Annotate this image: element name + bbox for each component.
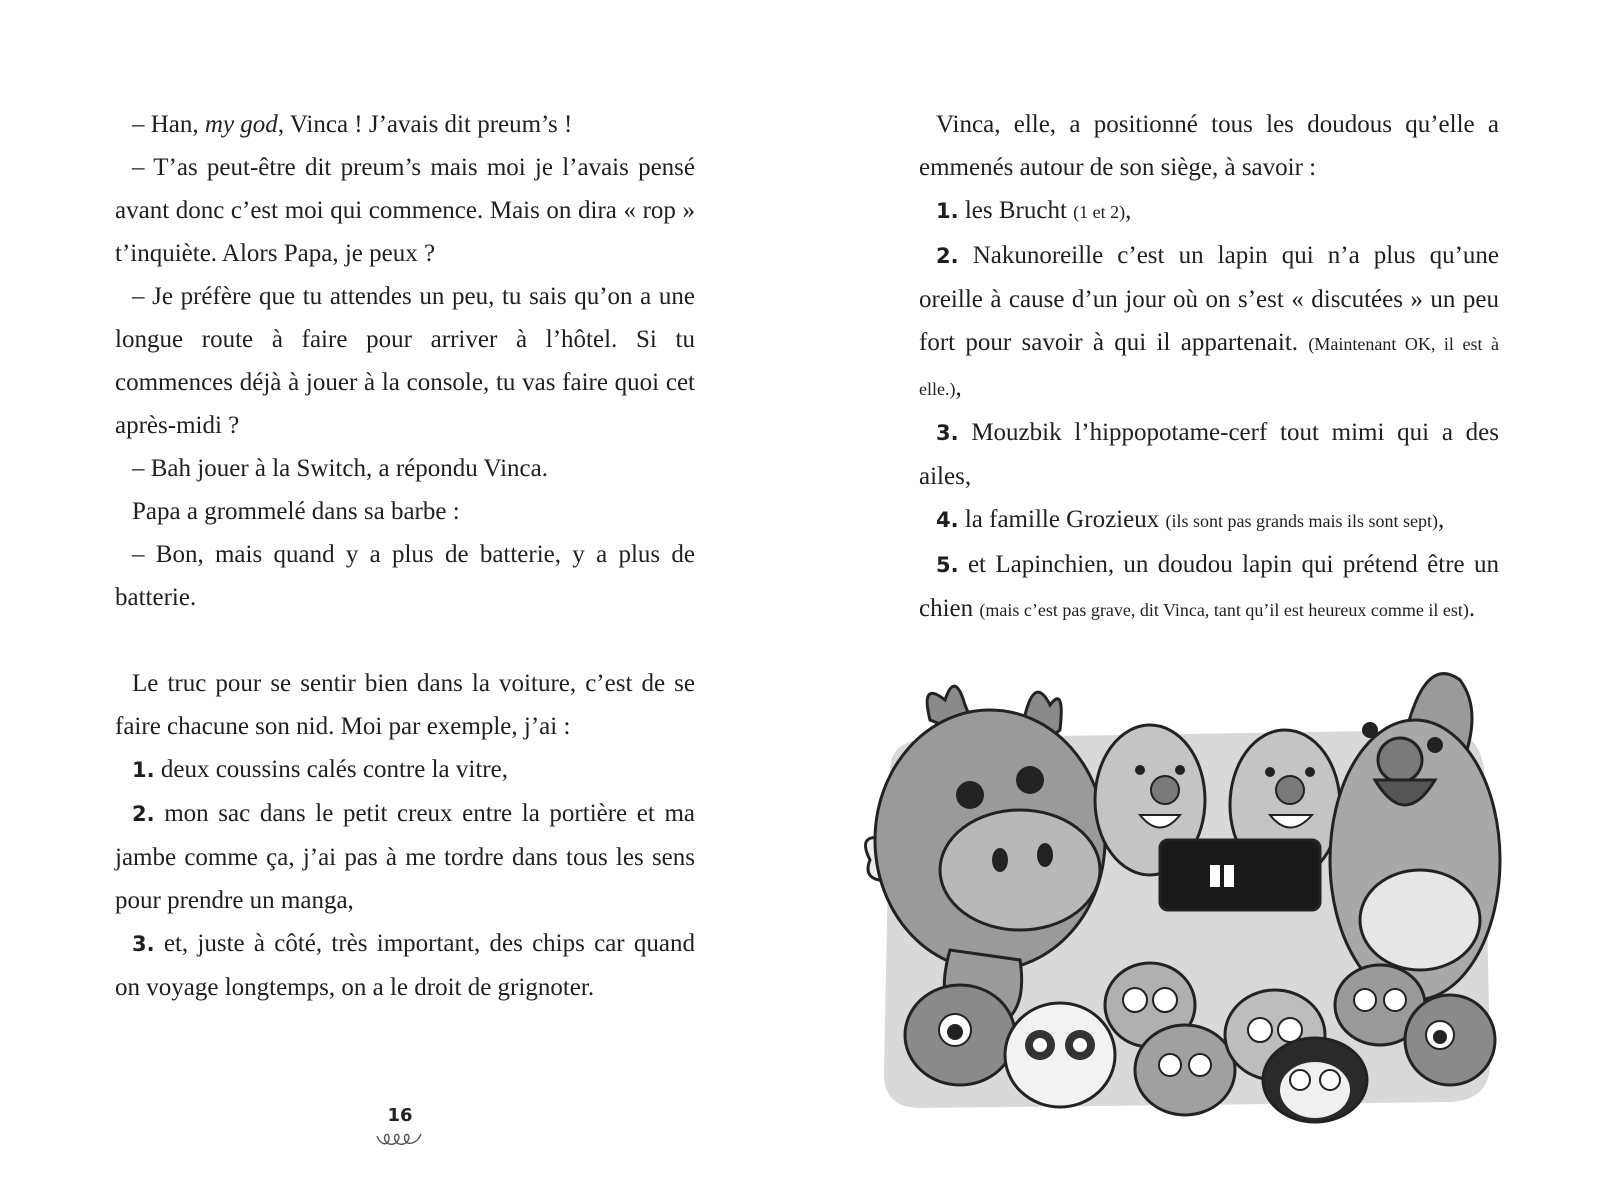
aside-note: (ils sont pas grands mais ils sont sept) bbox=[1165, 511, 1438, 531]
dialogue-line: – Je préfère que tu attendes un peu, tu sais qu’on a une longue route à faire pour arriver à l’hôtel. Si tu commences déjà à jouer à la console, tu vas faire quoi cet après-midi ? bbox=[115, 283, 695, 439]
cat-plush bbox=[1135, 1025, 1235, 1115]
right-page bbox=[800, 0, 1600, 1200]
paragraph: Le truc pour se sentir bien dans la voiture, c’est de se faire chacune son nid. Moi par exemple, j’ai : bbox=[115, 670, 695, 740]
panda-plush bbox=[1005, 1003, 1115, 1107]
list-item: 5. et Lapinchien, un doudou lapin qui prétend être un chien (mais c’est pas grave, dit Vinca, tant qu’il est heureux comme il est). bbox=[919, 551, 1499, 622]
paragraph: Vinca, elle, a positionné tous les doudous qu’elle a emmenés autour de son siège, à savoir : bbox=[919, 111, 1499, 181]
list-item: 3. et, juste à côté, très important, des chips car quand on voyage longtemps, on a le droit de grignoter. bbox=[115, 930, 695, 1001]
left-text-column bbox=[115, 103, 695, 1009]
narration-line: Papa a grommelé dans sa barbe : bbox=[132, 498, 460, 525]
penguin-plush bbox=[1263, 1038, 1367, 1122]
right-text-column bbox=[919, 103, 1499, 632]
plush-toys-illustration bbox=[860, 660, 1510, 1130]
aside-note: (1 et 2) bbox=[1073, 202, 1126, 222]
list-number: 3. bbox=[936, 421, 959, 445]
list-number: 5. bbox=[936, 553, 959, 577]
list-number: 1. bbox=[132, 758, 155, 782]
page-number: 16 bbox=[387, 1105, 413, 1126]
list-item: 2. mon sac dans le petit creux entre la portière et ma jambe comme ça, j’ai pas à me tordre dans tous les sens pour prendre un manga, bbox=[115, 800, 695, 914]
list-number: 2. bbox=[132, 802, 155, 826]
aside-note: (Maintenant OK, il est à elle.) bbox=[919, 334, 1499, 399]
list-item: 1. les Brucht (1 et 2), bbox=[936, 197, 1132, 224]
list-item: 1. deux coussins calés contre la vitre, bbox=[132, 756, 508, 783]
list-number: 1. bbox=[936, 199, 959, 223]
grozieux-plush bbox=[905, 985, 1015, 1085]
aside-note: (mais c’est pas grave, dit Vinca, tant qu’il est heureux comme il est) bbox=[979, 600, 1469, 620]
dialogue-line: – Bah jouer à la Switch, a répondu Vinca. bbox=[132, 455, 548, 482]
list-number: 3. bbox=[132, 932, 155, 956]
grozieux-plush bbox=[1405, 995, 1495, 1085]
lapinchien-plush bbox=[1330, 674, 1500, 1000]
dialogue-line: – T’as peut-être dit preum’s mais moi je l’avais pensé avant donc c’est moi qui commence. Mais on dira « rop » t’inquiète. Alors Papa, je peux ? bbox=[115, 154, 695, 267]
game-console bbox=[1160, 840, 1320, 910]
list-item: 2. Nakunoreille c’est un lapin qui n’a plus qu’une oreille à cause d’un jour où on s’est « discutées » un peu fort pour savoir à qui il appartenait. (Maintenant OK, il est à elle.), bbox=[919, 242, 1499, 401]
curl-ornament-icon bbox=[375, 1128, 425, 1150]
dialogue-line: – Bon, mais quand y a plus de batterie, y a plus de batterie. bbox=[115, 541, 695, 611]
list-number: 2. bbox=[936, 244, 959, 268]
list-item: 3. Mouzbik l’hippopotame-cerf tout mimi qui a des ailes, bbox=[919, 419, 1499, 490]
dialogue-line: – Han, my god, Vinca ! J’avais dit preum’s ! bbox=[132, 111, 573, 138]
list-item: 4. la famille Grozieux (ils sont pas grands mais ils sont sept), bbox=[936, 506, 1445, 533]
list-number: 4. bbox=[936, 508, 959, 532]
emphasis: my god bbox=[204, 111, 278, 138]
